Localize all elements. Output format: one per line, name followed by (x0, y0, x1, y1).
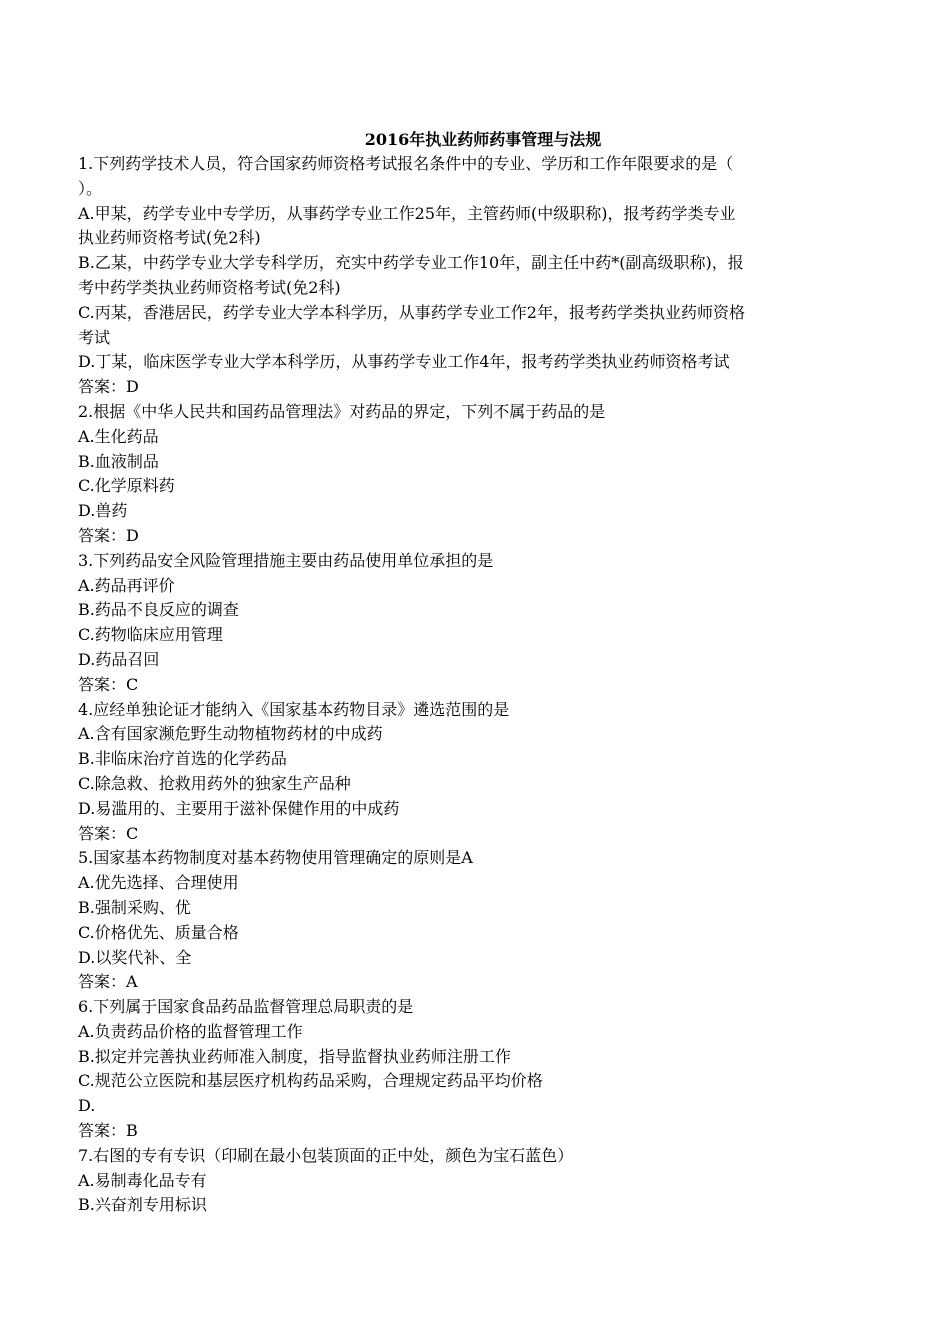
text-line: 1.下列药学技术人员，符合国家药师资格考试报名条件中的专业、学历和工作年限要求的是（ (78, 154, 734, 173)
text-line: D.易滥用的、主要用于滋补保健作用的中成药 (78, 798, 400, 818)
text-line: 6.下列属于国家食品药品监督管理总局职责的是 (78, 997, 414, 1017)
text-line: B.兴奋剂专用标识 (78, 1195, 207, 1215)
text-line: A.甲某，药学专业中专学历，从事药学专业工作25年，主管药师(中级职称)，报考药学类专业 (78, 203, 736, 223)
text-line: 3.下列药品安全风险管理措施主要由药品使用单位承担的是 (78, 550, 494, 570)
text-line: 答案：C (78, 823, 139, 843)
text-line: A.药品再评价 (78, 575, 175, 595)
text-line: 考试 (78, 327, 111, 347)
text-line: 2.根据《中华人民共和国药品管理法》对药品的界定，下列不属于药品的是 (78, 401, 606, 421)
text-line: D.兽药 (78, 501, 128, 521)
text-line: B.拟定并完善执业药师准入制度，指导监督执业药师注册工作 (78, 1046, 511, 1066)
text-line: D.药品召回 (78, 649, 160, 669)
text-line: C.化学原料药 (78, 476, 175, 496)
text-line: B.强制采购、优 (78, 897, 191, 917)
text-line: 考中药学类执业药师资格考试(免2科) (78, 277, 341, 297)
text-line: ）。 (78, 178, 103, 198)
text-line: D. (78, 1096, 96, 1116)
text-line: D.以奖代补、全 (78, 947, 192, 967)
text-line: A.含有国家濒危野生动物植物药材的中成药 (78, 724, 383, 744)
text-line: 答案：C (78, 674, 139, 694)
text-line: D.丁某，临床医学专业大学本科学历，从事药学专业工作4年，报考药学类执业药师资格考试 (78, 352, 730, 372)
text-line: C.除急救、抢救用药外的独家生产品种 (78, 773, 351, 793)
text-line: A.优先选择、合理使用 (78, 873, 239, 893)
text-line: A.生化药品 (78, 426, 159, 446)
document-title: 2016年执业药师药事管理与法规 (364, 130, 602, 149)
text-line: B.乙某，中药学专业大学专科学历，充实中药学专业工作10年，副主任中药*(副高级职称)，报 (78, 253, 744, 273)
text-line: 答案：A (78, 972, 138, 992)
text-line: 执业药师资格考试(免2科) (78, 228, 261, 248)
text-line: 答案：B (78, 1121, 138, 1141)
text-line: A.易制毒化品专有 (78, 1170, 207, 1190)
text-line: B.血液制品 (78, 451, 159, 471)
document-body (78, 152, 888, 1218)
text-line: B.非临床治疗首选的化学药品 (78, 749, 287, 769)
text-line: C.规范公立医院和基层医疗机构药品采购，合理规定药品平均价格 (78, 1071, 543, 1091)
text-line: C.药物临床应用管理 (78, 625, 223, 645)
text-line: C.丙某，香港居民，药学专业大学本科学历，从事药学专业工作2年，报考药学类执业药师资格 (78, 302, 745, 322)
text-line: C.价格优先、质量合格 (78, 922, 239, 942)
text-line: 4.应经单独论证才能纳入《国家基本药物目录》遴选范围的是 (78, 699, 510, 719)
text-line: B.药品不良反应的调查 (78, 600, 239, 620)
text-line: 5.国家基本药物制度对基本药物使用管理确定的原则是A (78, 848, 473, 868)
text-line: 答案：D (78, 377, 139, 397)
text-line: 答案：D (78, 525, 139, 545)
text-line: 7.右图的专有专识（印刷在最小包装顶面的正中处，颜色为宝石蓝色） (78, 1145, 574, 1165)
text-line: A.负责药品价格的监督管理工作 (78, 1021, 303, 1041)
document-page (78, 128, 888, 1218)
